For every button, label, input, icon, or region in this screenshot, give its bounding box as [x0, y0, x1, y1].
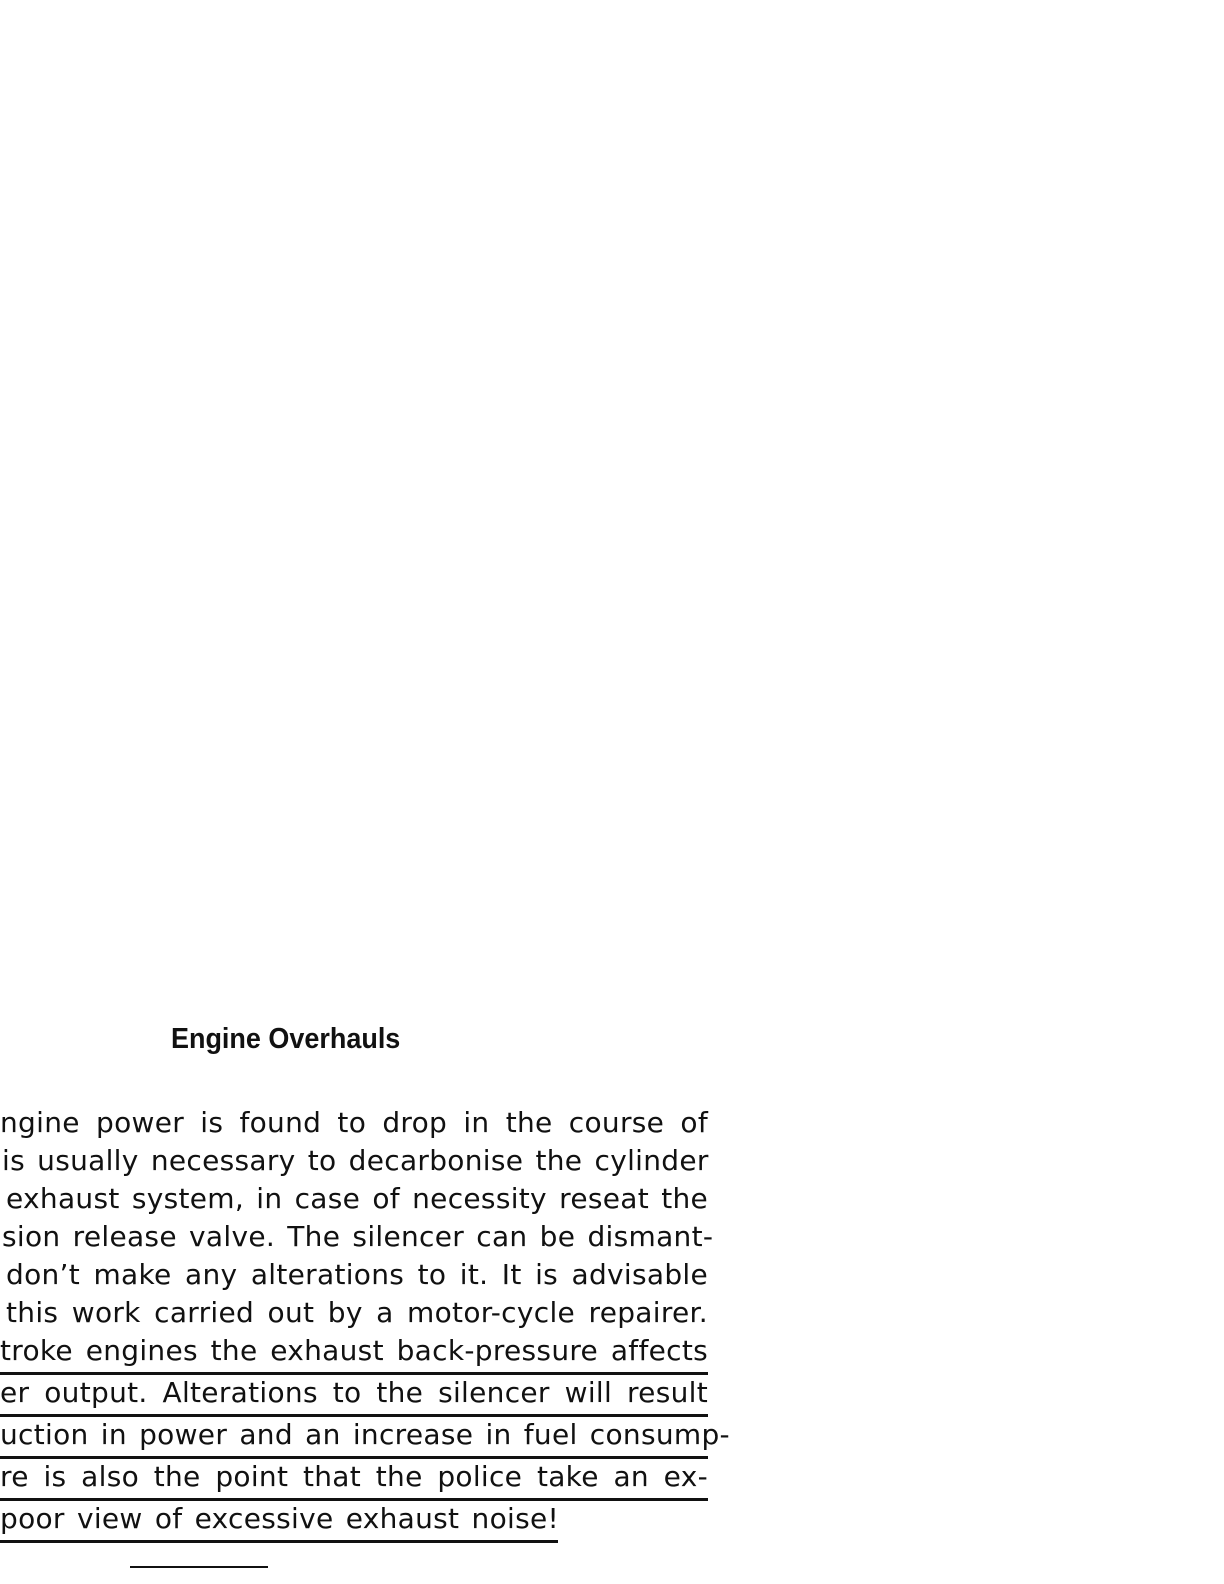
paragraph-line-text: exhaust system, in case of necessity reseat the	[6, 1182, 709, 1215]
underlined-paragraph-line	[0, 1376, 708, 1417]
paragraph-line-text: uction in power and an increase in fuel consump-	[0, 1418, 730, 1451]
section-heading: Engine Overhauls	[171, 1023, 401, 1055]
paragraph-line-text: don’t make any alterations to it. It is advisable	[6, 1258, 708, 1291]
paragraph-line-text: is usually necessary to decarbonise the cylinder	[2, 1144, 709, 1177]
cropped-next-line	[0, 1566, 708, 1584]
paragraph-line	[6, 1296, 708, 1334]
underlined-paragraph-line	[0, 1502, 558, 1543]
underlined-paragraph-line	[0, 1334, 708, 1375]
paragraph-line	[0, 1106, 708, 1144]
underlined-paragraph-line	[0, 1418, 730, 1459]
paragraph-line	[2, 1220, 714, 1258]
paragraph-line	[2, 1144, 708, 1182]
underlined-paragraph-line	[0, 1460, 708, 1501]
paragraph-line	[6, 1258, 708, 1296]
paragraph-line-text: ngine power is found to drop in the course of	[0, 1106, 708, 1139]
paragraph-line-text: sion release valve. The silencer can be dismant-	[2, 1220, 714, 1253]
paragraph-line-text: re is also the point that the police take an ex-	[0, 1460, 708, 1493]
paragraph-line-text: troke engines the exhaust back-pressure affects	[0, 1334, 708, 1367]
cropped-underline-fragment	[130, 1566, 268, 1584]
paragraph-line-text: poor view of excessive exhaust noise!	[0, 1502, 560, 1535]
paragraph-line	[6, 1182, 708, 1220]
paragraph-line-text: er output. Alterations to the silencer will result	[0, 1376, 708, 1409]
paragraph-line-text: this work carried out by a motor-cycle repairer.	[6, 1296, 708, 1329]
